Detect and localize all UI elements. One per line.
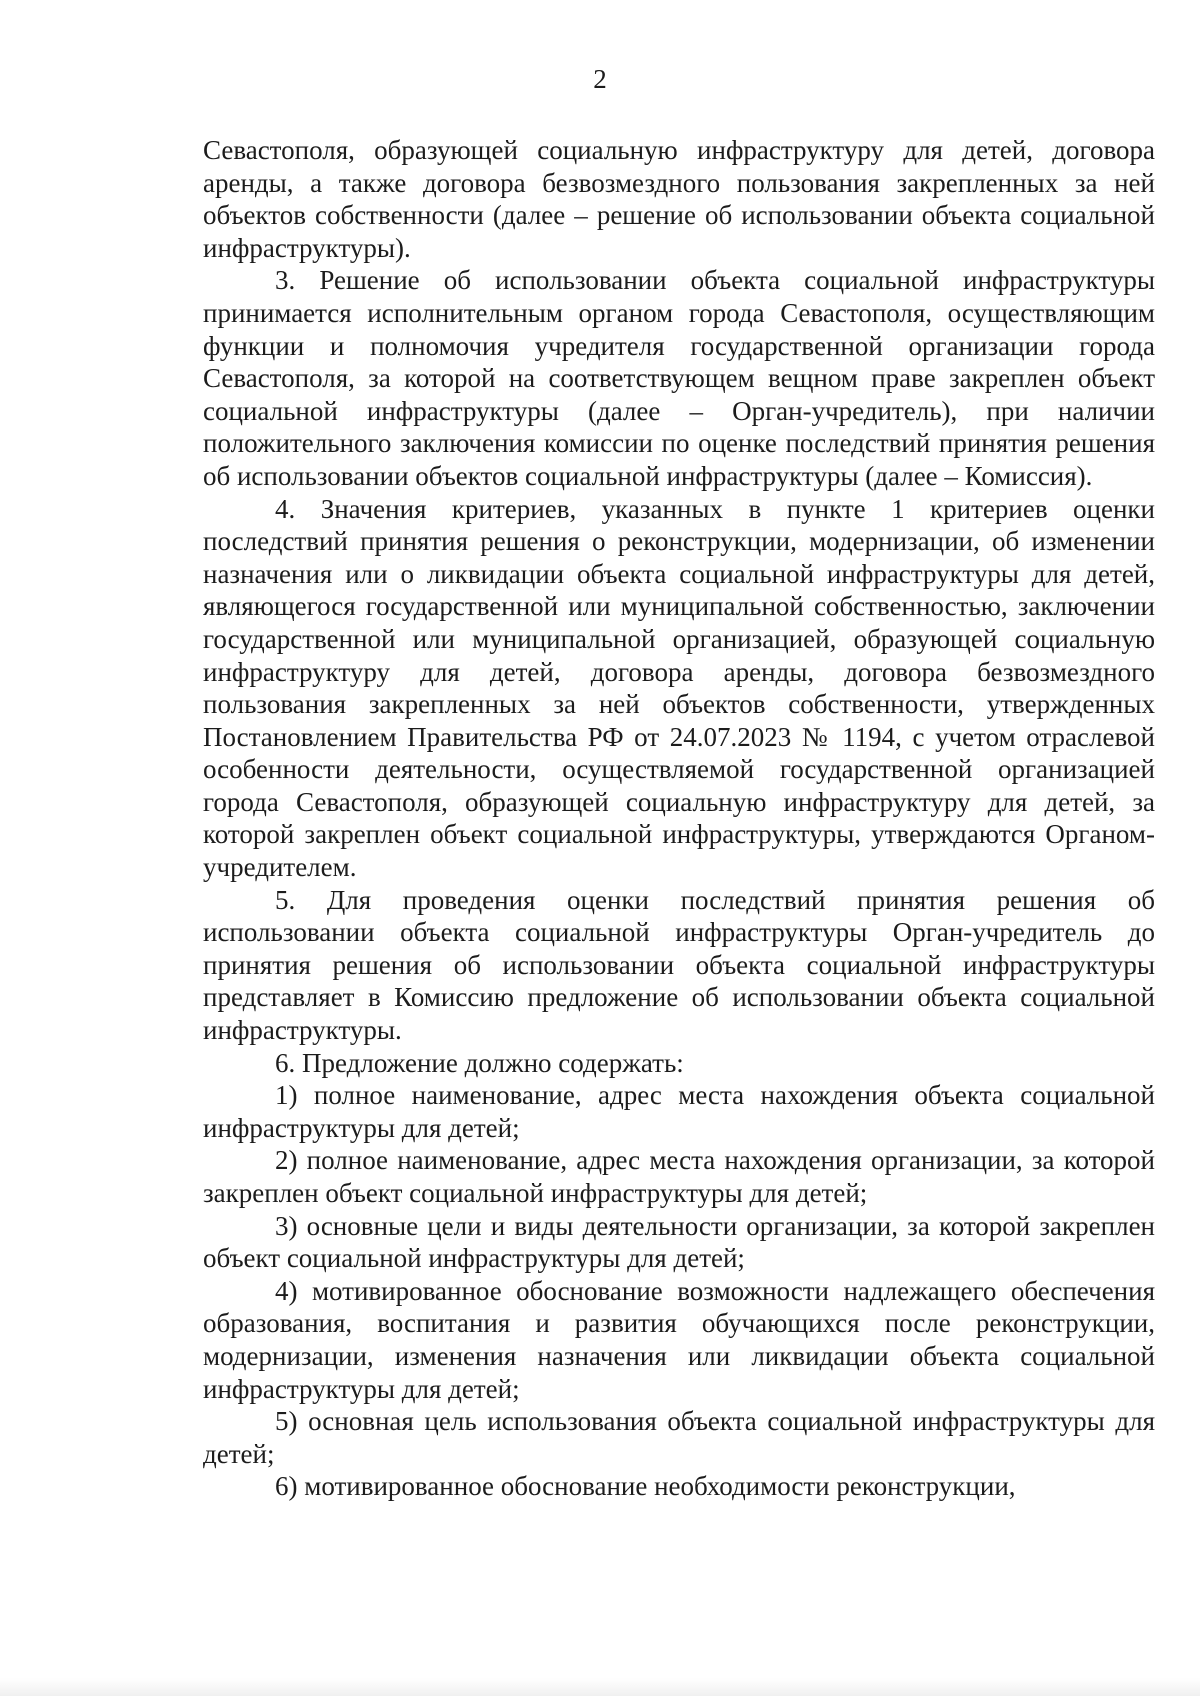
list-item-5: 5) основная цель использования объекта социальной инфраструктуры для детей;: [203, 1406, 1155, 1469]
list-item-2: 2) полное наименование, адрес места нахождения организации, за которой закреплен объект социальной инфраструктуры для детей;: [203, 1145, 1155, 1208]
paragraph-item-4: 4. Значения критериев, указанных в пункте 1 критериев оценки последствий принятия решения о реконструкции, модернизации, об изменении назначения или о ликвидации объекта социальной инфраструктуры для детей, являющегося государственной или муниципальной собственностью, заключении государственной или муниципальной организацией, образующей социальную инфраструктуру для детей, договора аренды, договора безвозмездного пользования закрепленных за ней объектов собственности, утвержденных Постановлением Правительства РФ от 24.07.2023 № 1194, с учетом отраслевой особенности деятельности, осуществляемой государственной организацией города Севастополя, образующей социальную инфраструктуру для детей, за которой закреплен объект социальной инфраструктуры, утверждаются Органом-учредителем.: [203, 493, 1155, 883]
paragraph-item-3: 3. Решение об использовании объекта социальной инфраструктуры принимается исполнительным органом города Севастополя, осуществляющим функции и полномочия учредителя государственной организации города Севастополя, за которой на соответствующем вещном праве закреплен объект социальной инфраструктуры (далее – Орган-учредитель), при наличии положительного заключения комиссии по оценке последствий принятия решения об использовании объектов социальной инфраструктуры (далее – Комиссия).: [203, 265, 1155, 491]
list-item-6: 6) мотивированное обоснование необходимости реконструкции,: [275, 1471, 1016, 1502]
paragraph-item-6: 6. Предложение должно содержать:: [275, 1047, 684, 1078]
list-item-1: 1) полное наименование, адрес места нахождения объекта социальной инфраструктуры для детей;: [203, 1080, 1155, 1143]
paragraph-continuation: Севастополя, образующей социальную инфраструктуру для детей, договора аренды, а также договора безвозмездного пользования закрепленных за ней объектов собственности (далее – решение об использовании объекта социальной инфраструктуры).: [203, 135, 1155, 263]
document-body: [203, 134, 1155, 1503]
paragraph-item-5: 5. Для проведения оценки последствий принятия решения об использовании объекта социальной инфраструктуры Орган-учредитель до принятия решения об использовании объекта социальной инфраструктуры представляет в Комиссию предложение об использовании объекта социальной инфраструктуры.: [203, 884, 1155, 1046]
list-item-3: 3) основные цели и виды деятельности организации, за которой закреплен объект социальной инфраструктуры для детей;: [203, 1210, 1155, 1274]
scan-bottom-edge: [0, 1678, 1200, 1696]
page-number: 2: [593, 64, 607, 94]
list-item-4: 4) мотивированное обоснование возможности надлежащего обеспечения образования, воспитания и развития обучающихся после реконструкции, модернизации, изменения назначения или ликвидации объекта социальной инфраструктуры для детей;: [203, 1275, 1155, 1404]
